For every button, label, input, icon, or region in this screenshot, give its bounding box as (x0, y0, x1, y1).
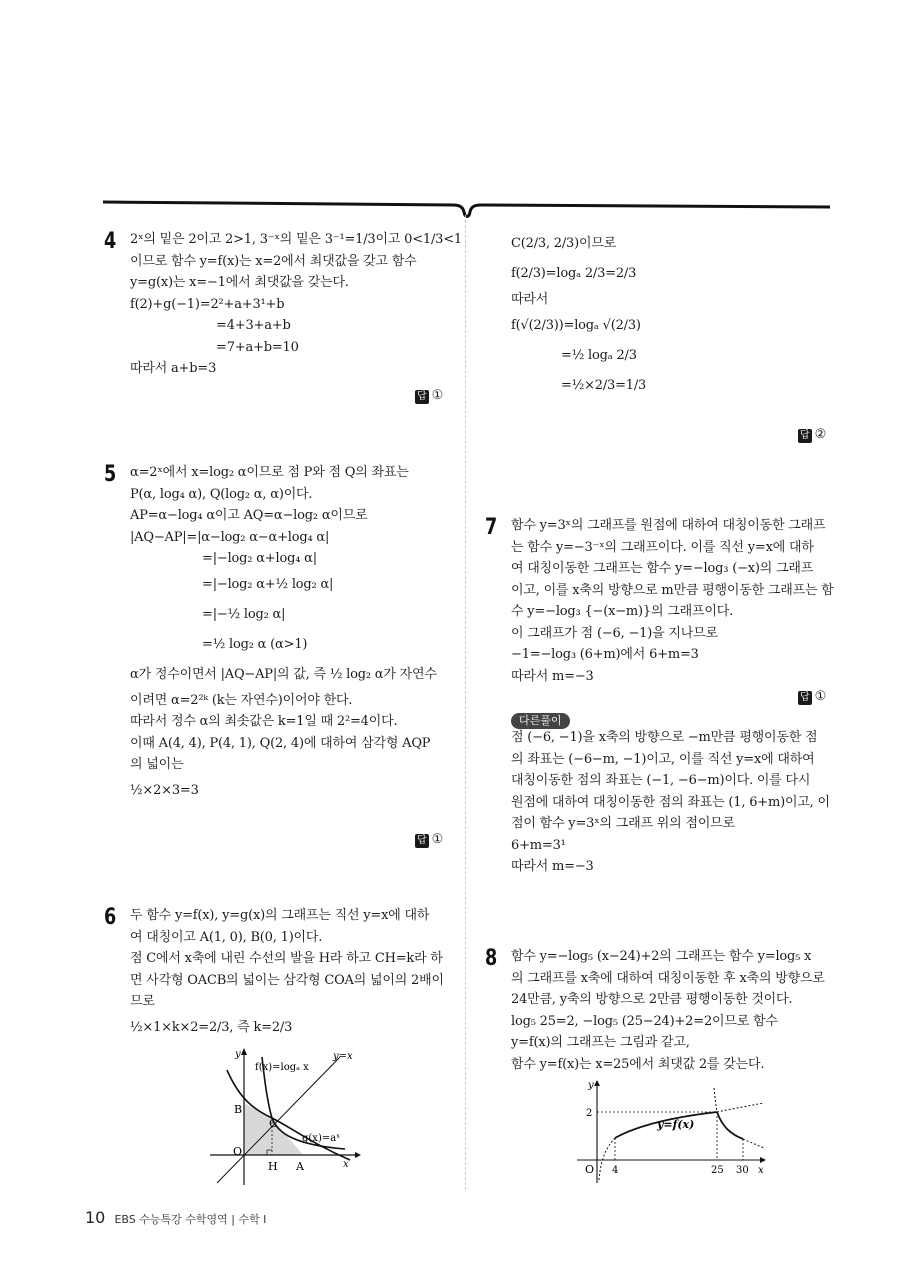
answer-value: ① (814, 689, 827, 704)
point-h: H (268, 1160, 278, 1173)
answer-4 (415, 388, 443, 404)
solution-line: 점이 함수 y=3ˣ의 그래프 위의 점이므로 (511, 816, 735, 831)
problem-number: 7 (485, 515, 498, 540)
x-axis-label: x (758, 1165, 764, 1176)
x-tick-30: 30 (736, 1165, 749, 1176)
problem-number: 4 (104, 229, 117, 254)
solution-line: 점 (−6, −1)을 x축의 방향으로 −m만큼 평행이동한 점 (511, 730, 818, 745)
y-axis-label: y (235, 1049, 241, 1060)
solution-line: 의 넓이는 (130, 757, 184, 772)
answer-label: 답 (417, 391, 427, 402)
solution-line: 점 C에서 x축에 내린 수선의 발을 H라 하고 CH=k라 하 (130, 951, 443, 966)
solution-line: 면 사각형 OACB의 넓이는 삼각형 COA의 넓이의 2배이 (130, 972, 444, 988)
point-a: A (296, 1160, 304, 1173)
solution-line: 의 좌표는 (−6−m, −1)이고, 이를 직선 y=x에 대하여 (511, 751, 815, 767)
solution-line: α=2ˣ에서 x=log₂ α이므로 점 P와 점 Q의 좌표는 (130, 465, 409, 480)
solution-line: =4+3+a+b (216, 318, 291, 333)
curve-label: y=f(x) (657, 1118, 695, 1131)
solution-line: 두 함수 y=f(x), y=g(x)의 그래프는 직선 y=x에 대하 (130, 908, 430, 923)
alt-solution-badge: 다른풀이 (511, 713, 570, 729)
graph-problem-8 (572, 1078, 772, 1186)
solution-line: ½×1×k×2=2/3, 즉 k=2/3 (130, 1019, 293, 1035)
solution-line: 므로 (130, 994, 155, 1009)
answer-label: 답 (417, 835, 427, 846)
answer-value: ① (431, 388, 444, 403)
answer-7 (798, 689, 826, 705)
column-separator (465, 215, 467, 1190)
solution-line: 이므로 함수 y=f(x)는 x=2에서 최댓값을 갖고 함수 (130, 253, 417, 269)
solution-line: =½ log₂ α (α>1) (202, 636, 308, 652)
solution-line: =7+a+b=10 (216, 339, 299, 355)
solution-line: α가 정수이면서 |AQ−AP|의 값, 즉 ½ log₂ α가 자연수 (130, 666, 437, 682)
solution-line: 여 대칭이고 A(1, 0), B(0, 1)이다. (130, 929, 323, 945)
answer-6 (798, 427, 826, 443)
solution-line: −1=−log₃ (6+m)에서 6+m=3 (511, 647, 699, 662)
solution-line: log₅ 25=2, −log₅ (25−24)+2=2이므로 함수 (511, 1013, 778, 1029)
solution-line: 따라서 m=−3 (511, 859, 594, 874)
solution-line: 함수 y=f(x)는 x=25에서 최댓값 2를 갖는다. (511, 1056, 765, 1072)
y-tick-2: 2 (586, 1108, 593, 1119)
problem-number: 6 (104, 905, 117, 930)
solution-line: 6+m=3¹ (511, 837, 566, 853)
solution-line: 이려면 α=2²ᵏ (k는 자연수)이어야 한다. (130, 692, 353, 708)
graph-problem-6 (205, 1045, 365, 1190)
solution-line: 수 y=−log₃ {−(x−m)}의 그래프이다. (511, 604, 734, 619)
solution-line: 따라서 정수 α의 최솟값은 k=1일 때 2²=4이다. (130, 714, 398, 729)
page-number: 10 (85, 1208, 106, 1227)
point-o: O (233, 1145, 243, 1158)
page-footer (85, 1208, 266, 1227)
solution-line: y=g(x)는 x=−1에서 최댓값을 갖는다. (130, 275, 349, 290)
solution-line: 함수 y=−log₅ (x−24)+2의 그래프는 함수 y=log₅ x (511, 949, 812, 964)
point-c: C (269, 1117, 278, 1130)
solution-line: 따라서 m=−3 (511, 668, 594, 684)
solution-line: 24만큼, y축의 방향으로 2만큼 평행이동한 것이다. (511, 992, 793, 1007)
solution-line: |AQ−AP|=|α−log₂ α−α+log₄ α| (130, 529, 330, 545)
solution-line: 이때 A(4, 4), P(4, 1), Q(2, 4)에 대하여 삼각형 AQP (130, 735, 431, 751)
solution-line: 이고, 이를 x축의 방향으로 m만큼 평행이동한 그래프는 함 (511, 582, 834, 598)
solution-line: =½ logₐ 2/3 (561, 347, 637, 363)
x-axis-label: x (343, 1159, 349, 1170)
solution-line: =|−log₂ α+½ log₂ α| (202, 576, 334, 592)
solution-line: 이 그래프가 점 (−6, −1)을 지나므로 (511, 625, 718, 641)
f-label: f(x)=logₐ x (255, 1062, 309, 1073)
x-tick-25: 25 (711, 1165, 724, 1176)
answer-value: ② (814, 427, 827, 442)
solution-line: 의 그래프를 x축에 대하여 대칭이동한 후 x축의 방향으로 (511, 970, 825, 986)
solution-line: C(2/3, 2/3)이므로 (511, 236, 617, 251)
solution-line: ½×2×3=3 (130, 782, 199, 798)
answer-label: 답 (800, 430, 810, 441)
solution-line: =½×2/3=1/3 (561, 377, 647, 393)
solution-line: y=f(x)의 그래프는 그림과 같고, (511, 1035, 690, 1050)
y-axis-label: y (588, 1080, 594, 1091)
solution-line: 원점에 대하여 대칭이동한 점의 좌표는 (1, 6+m)이고, 이 (511, 794, 830, 810)
solution-line: f(√(2/3))=logₐ √(2/3) (511, 317, 641, 333)
answer-value: ① (431, 832, 444, 847)
solution-line: =|−½ log₂ α| (202, 606, 286, 622)
solution-line: 따라서 (511, 292, 549, 307)
solution-line: P(α, log₄ α), Q(log₂ α, α)이다. (130, 486, 313, 502)
g-label: g(x)=aˣ (302, 1133, 341, 1144)
solution-line: f(2)+g(−1)=2²+a+3¹+b (130, 296, 285, 312)
solution-line: f(2/3)=logₐ 2/3=2/3 (511, 266, 637, 281)
solution-line: 따라서 a+b=3 (130, 361, 217, 376)
solution-line: 는 함수 y=−3⁻ˣ의 그래프이다. 이를 직선 y=x에 대하 (511, 539, 814, 555)
answer-label: 답 (800, 692, 810, 703)
problem-number: 5 (104, 462, 117, 487)
solution-line: AP=α−log₄ α이고 AQ=α−log₂ α이므로 (130, 508, 368, 523)
solution-line: =|−log₂ α+log₄ α| (202, 551, 317, 566)
point-b: B (234, 1103, 243, 1116)
answer-5 (415, 832, 443, 848)
book-title: EBS 수능특강 수학영역 | 수학 Ⅰ (114, 1213, 267, 1226)
solution-line: 대칭이동한 점의 좌표는 (−1, −6−m)이다. 이를 다시 (511, 773, 811, 788)
solution-line: 여 대칭이동한 그래프는 함수 y=−log₃ (−x)의 그래프 (511, 561, 814, 576)
solution-line: 2ˣ의 밑은 2이고 2>1, 3⁻ˣ의 밑은 3⁻¹=1/3이고 0<1/3<1 (130, 232, 462, 247)
x-tick-4: 4 (612, 1165, 619, 1176)
line-label: y=x (333, 1051, 353, 1062)
origin-label: O (585, 1163, 595, 1176)
solution-line: 함수 y=3ˣ의 그래프를 원점에 대하여 대칭이동한 그래프 (511, 518, 826, 533)
problem-number: 8 (485, 946, 498, 971)
